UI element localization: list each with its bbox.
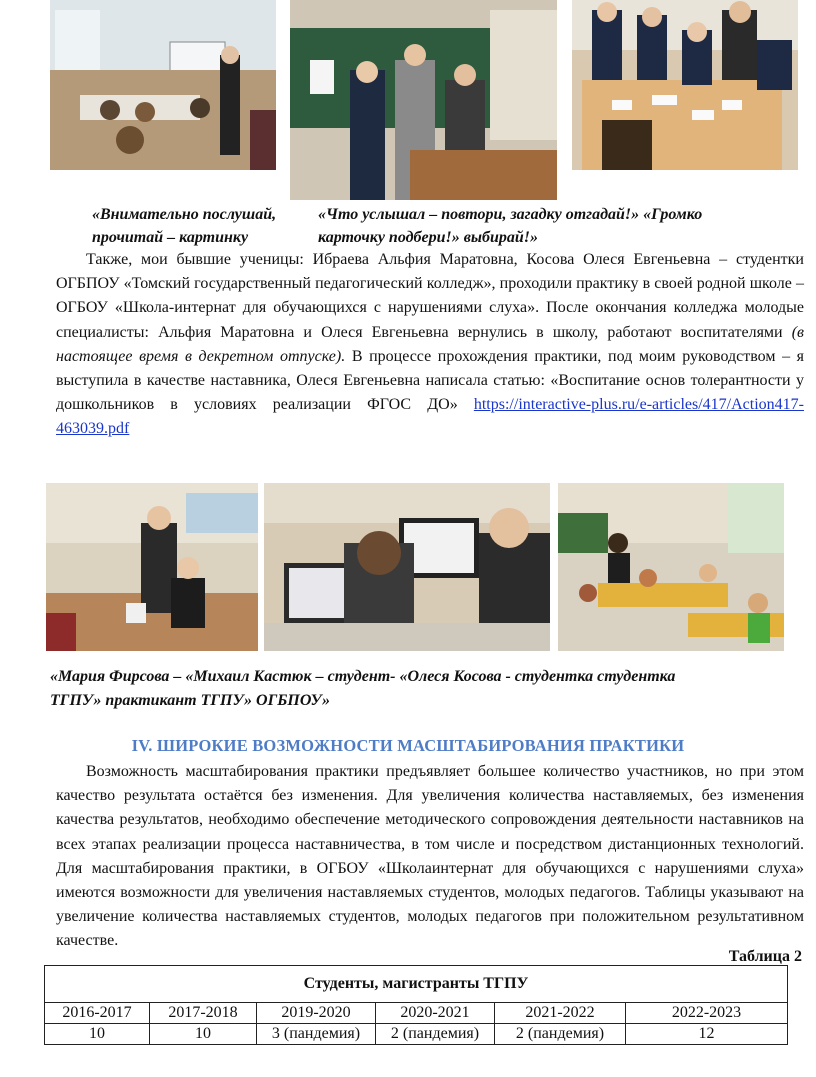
paragraph-text-b: В процессе прохождения практики, под моим руководством – я выступила в качестве наставника, Олеся Евгеньевна написала статью: «Воспитание основ толерантности у дошкольников в условиях реализации ФГОС ДО» xyxy=(56,347,805,414)
table-values-row xyxy=(45,1024,788,1045)
table-header: Студенты, магистранты ТГПУ xyxy=(45,966,788,1003)
photo-mikhail-kastyuk xyxy=(264,483,550,651)
caption-middle-line-1: «Мария Фирсова – «Михаил Кастюк – студент- «Олеся Косова - студентка студентка xyxy=(50,668,676,685)
table-value-cell: 3 (пандемия) xyxy=(257,1024,376,1045)
table-header-row xyxy=(45,966,788,1003)
table-year-cell: 2020-2021 xyxy=(376,1003,495,1024)
paragraph-text-a: Также, мои бывшие ученицы: Ибраева Альфия Маратовна, Косова Олеся Евгеньевна – студентки ОГБПОУ «Томский государственный педагогический колледж», проходили практику в своей родной школе – ОГБОУ «Школа-интернат для обучающихся с нарушениями слуха». После окончания колледжа молодые специалисты: Альфия Маратовна и Олеся Евгеньевна вернулись в школу, работают воспитателями xyxy=(56,251,804,341)
article-link[interactable]: https://interactive-plus.ru/e-articles/417/Action417-463039.pdf xyxy=(56,396,804,438)
table-year-cell: 2016-2017 xyxy=(45,1003,150,1024)
table-years-row xyxy=(45,1003,788,1024)
table-year-cell: 2021-2022 xyxy=(495,1003,626,1024)
paragraph-scaling-text: Возможность масштабирования практики предъявляет большее количество участников, но при этом качество результата остаётся без изменения. Для увеличения количества наставляемых, без изменения качества результатов, необходимо обеспечение методического сопровождения деятельности наставников на всех этапах реализации процесса наставничества, в том числе и посредством дистанционных технологий. Для масштабирования практики, в ОГБОУ «Школаинтернат для обучающихся с нарушениями слуха» имеются возможности для увеличения наставляемых студентов, молодых педагогов. Таблицы указывают на увеличение количества наставляемых студентов, молодых педагогов при положительном результативном качестве. xyxy=(56,763,804,950)
caption-middle-line-2: ТГПУ» практикант ТГПУ» ОГБПОУ» xyxy=(50,692,330,709)
table-value-cell: 2 (пандемия) xyxy=(376,1024,495,1045)
photo-students-cards-table xyxy=(572,0,798,170)
photo-olesya-kosova xyxy=(558,483,784,651)
photo-classroom-lecture xyxy=(50,0,276,170)
table-year-cell: 2022-2023 xyxy=(626,1003,788,1024)
table-value-cell: 10 xyxy=(150,1024,257,1045)
table-value-cell: 2 (пандемия) xyxy=(495,1024,626,1045)
photo-maria-firsova xyxy=(46,483,258,651)
caption-photo-1-line-1: «Внимательно послушай, xyxy=(92,206,277,223)
caption-photo-2-line-1: «Что услышал – повтори, загадку отгадай!» «Громко xyxy=(318,206,703,223)
students-table xyxy=(44,965,788,1045)
table-caption: Таблица 2 xyxy=(728,948,802,965)
paragraph-scaling xyxy=(56,760,804,954)
paragraph-italic-note: (в настоящее время в декретном отпуске). xyxy=(56,323,804,365)
table-value-cell: 10 xyxy=(45,1024,150,1045)
caption-photo-2-line-2: карточку подбери!» выбирай!» xyxy=(318,229,539,246)
section-heading: IV. ШИРОКИЕ ВОЗМОЖНОСТИ МАСШТАБИРОВАНИЯ ПРАКТИКИ xyxy=(131,736,685,755)
table-year-cell: 2019-2020 xyxy=(257,1003,376,1024)
caption-photo-1-line-2: прочитай – картинку xyxy=(92,229,249,246)
paragraph-former-students xyxy=(56,248,804,442)
table-value-cell: 12 xyxy=(626,1024,788,1045)
photo-blackboard-students xyxy=(290,0,557,200)
table-year-cell: 2017-2018 xyxy=(150,1003,257,1024)
